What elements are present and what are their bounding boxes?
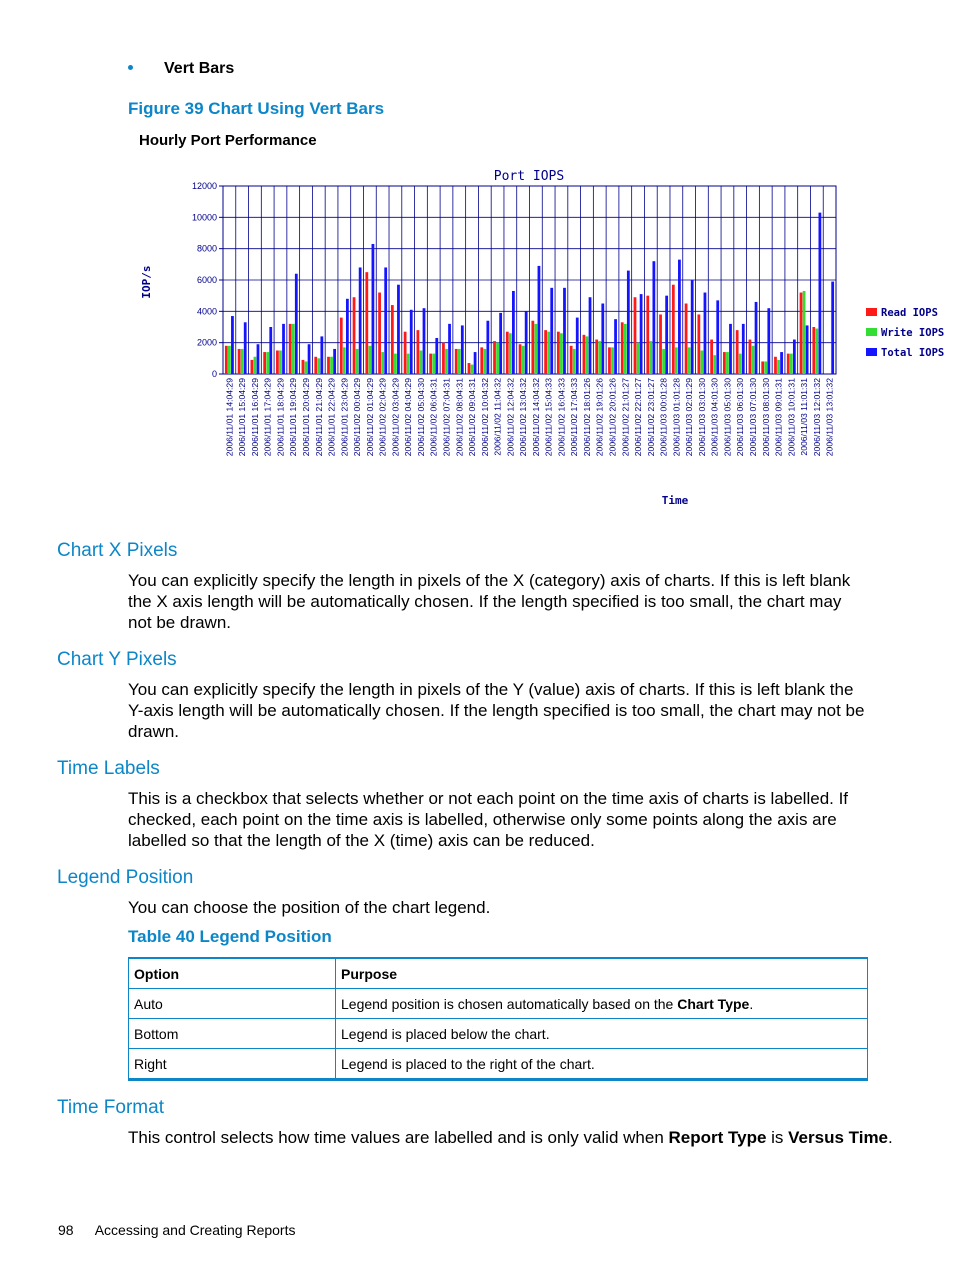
table-caption: Table 40 Legend Position	[128, 927, 332, 946]
write-iops-bar	[752, 346, 755, 374]
total-iops-bar	[499, 313, 502, 374]
x-tick-label: 2006/11/02 17:04:33	[569, 378, 580, 457]
x-tick-label: 2006/11/01 21:04:29	[313, 378, 324, 457]
total-iops-bar	[691, 280, 694, 374]
total-iops-bar	[295, 274, 298, 374]
x-tick-label: 2006/11/02 06:04:31	[428, 378, 439, 457]
write-iops-bar	[815, 329, 818, 374]
total-iops-bar	[486, 321, 489, 374]
total-iops-bar	[461, 325, 464, 374]
chart-figure	[130, 128, 950, 510]
x-tick-label: 2006/11/03 03:01:30	[696, 378, 707, 457]
legend-entry: Read IOPS	[881, 307, 938, 319]
read-iops-bar	[365, 272, 368, 374]
write-iops-bar	[381, 352, 384, 374]
bullet-label: Vert Bars	[164, 60, 235, 77]
read-iops-bar	[659, 314, 662, 374]
total-iops-bar	[269, 327, 272, 374]
total-iops-bar	[435, 338, 438, 374]
x-tick-label: 2006/11/03 10:01:31	[786, 378, 797, 457]
total-iops-bar	[550, 288, 553, 374]
bar-chart	[130, 128, 950, 510]
read-iops-bar	[697, 314, 700, 374]
write-iops-bar	[292, 324, 295, 374]
x-tick-label: 2006/11/01 14:04:29	[224, 378, 235, 457]
legend-entry: Total IOPS	[881, 347, 945, 359]
write-iops-bar	[522, 346, 525, 374]
total-iops-bar	[333, 349, 336, 374]
total-iops-bar	[448, 324, 451, 374]
total-iops-bar	[282, 324, 285, 374]
write-iops-bar	[713, 355, 716, 374]
chart-title: Port IOPS	[493, 169, 565, 184]
write-iops-bar	[598, 341, 601, 374]
purpose-suffix: .	[749, 995, 754, 1012]
read-iops-bar	[250, 360, 253, 374]
x-tick-label: 2006/11/03 08:01:30	[760, 378, 771, 457]
report-type-term: Report Type	[668, 1128, 767, 1147]
total-iops-bar	[244, 322, 247, 374]
total-iops-bar	[423, 308, 426, 374]
legend-swatch	[866, 328, 877, 336]
read-iops-bar	[557, 332, 560, 374]
read-iops-bar	[468, 363, 471, 374]
x-tick-label: 2006/11/02 07:04:31	[441, 378, 452, 457]
section-body-time-format	[128, 1127, 893, 1148]
x-tick-label: 2006/11/02 12:04:32	[505, 378, 516, 457]
x-axis-label: Time	[661, 494, 689, 507]
read-iops-bar	[455, 349, 458, 374]
read-iops-bar	[340, 318, 343, 374]
write-iops-bar	[675, 347, 678, 374]
total-iops-bar	[627, 271, 630, 374]
bullet-dot	[128, 65, 133, 70]
section-body-chart-y-pixels: You can explicitly specify the length in pixels of the Y (value) axis of charts. If this is left blank the Y-axis length will be automatically chosen. If the length specified is too small, the chart may not be drawn.	[128, 680, 865, 741]
write-iops-bar	[241, 349, 244, 374]
read-iops-bar	[608, 347, 611, 374]
write-iops-bar	[649, 341, 652, 374]
total-iops-bar	[525, 311, 528, 374]
section-title-time-format: Time Format	[57, 1097, 164, 1118]
table-row	[129, 1019, 868, 1049]
read-iops-bar	[531, 321, 534, 374]
read-iops-bar	[761, 361, 764, 374]
read-iops-bar	[314, 357, 317, 374]
read-iops-bar	[685, 304, 688, 375]
write-iops-bar	[560, 333, 563, 374]
total-iops-bar	[601, 304, 604, 375]
total-iops-bar	[780, 352, 783, 374]
y-axis-label: IOP/s	[140, 265, 153, 299]
read-iops-bar	[289, 324, 292, 374]
x-tick-label: 2006/11/02 05:04:30	[415, 378, 426, 457]
total-iops-bar	[231, 316, 234, 374]
table-cell-option: Auto	[129, 989, 336, 1019]
write-iops-bar	[637, 343, 640, 374]
total-iops-bar	[397, 285, 400, 374]
write-iops-bar	[343, 347, 346, 374]
read-iops-bar	[480, 347, 483, 374]
y-tick-label: 0	[211, 369, 217, 379]
y-tick-label: 2000	[196, 337, 217, 348]
total-iops-bar	[793, 340, 796, 374]
read-iops-bar	[378, 293, 381, 374]
read-iops-bar	[238, 349, 241, 374]
total-iops-bar	[819, 213, 822, 374]
write-iops-bar	[547, 332, 550, 374]
x-tick-label: 2006/11/02 04:04:29	[403, 378, 414, 457]
x-tick-label: 2006/11/01 15:04:29	[237, 378, 248, 457]
x-tick-label: 2006/11/02 14:04:32	[530, 378, 541, 457]
total-iops-bar	[410, 310, 413, 374]
x-tick-label: 2006/11/01 23:04:29	[339, 378, 350, 457]
total-iops-bar	[320, 336, 323, 374]
write-iops-bar	[726, 352, 729, 374]
legend-swatch	[866, 348, 877, 356]
total-iops-bar	[563, 288, 566, 374]
page-number: 98	[58, 1222, 74, 1238]
x-tick-label: 2006/11/03 11:01:31	[799, 378, 810, 456]
read-iops-bar	[570, 346, 573, 374]
y-tick-label: 10000	[191, 212, 217, 223]
write-iops-bar	[305, 361, 308, 374]
y-tick-label: 8000	[196, 243, 217, 254]
total-iops-bar	[716, 300, 719, 374]
read-iops-bar	[493, 341, 496, 374]
read-iops-bar	[225, 346, 228, 374]
total-iops-bar	[538, 266, 541, 374]
read-iops-bar	[544, 330, 547, 374]
table-cell-purpose: Legend is placed below the chart.	[336, 1019, 868, 1049]
total-iops-bar	[589, 297, 592, 374]
write-iops-bar	[254, 357, 257, 374]
read-iops-bar	[506, 332, 509, 374]
total-iops-bar	[614, 319, 617, 374]
read-iops-bar	[800, 293, 803, 374]
y-tick-labels	[192, 181, 217, 379]
read-iops-bar	[646, 296, 649, 374]
x-tick-label: 2006/11/02 23:01:27	[645, 378, 656, 457]
write-iops-bar	[764, 361, 767, 374]
legend-swatch	[866, 308, 877, 316]
total-iops-bar	[755, 302, 758, 374]
write-iops-bar	[688, 347, 691, 374]
x-tick-label: 2006/11/03 01:01:28	[671, 378, 682, 457]
chart-heading: Hourly Port Performance	[139, 132, 317, 149]
time-format-suffix: .	[888, 1128, 893, 1147]
y-tick-label: 12000	[191, 181, 217, 191]
x-tick-label: 2006/11/01 19:04:29	[288, 378, 299, 457]
write-iops-bar	[356, 349, 359, 374]
total-iops-bar	[767, 308, 770, 374]
table-cell-option: Bottom	[129, 1019, 336, 1049]
write-iops-bar	[317, 358, 320, 374]
x-tick-label: 2006/11/03 13:01:32	[824, 378, 835, 457]
write-iops-bar	[586, 336, 589, 374]
read-iops-bar	[723, 352, 726, 374]
write-iops-bar	[266, 352, 269, 374]
section-body-chart-x-pixels: You can explicitly specify the length in pixels of the X (category) axis of charts. If this is left blank the X axis length will be automatically chosen. If the length specified is too small, the chart may not be drawn.	[128, 571, 851, 632]
read-iops-bar	[302, 360, 305, 374]
read-iops-bar	[812, 327, 815, 374]
read-iops-bar	[404, 332, 407, 374]
total-iops-bar	[678, 260, 681, 374]
write-iops-bar	[228, 346, 231, 374]
section-body-time-labels: This is a checkbox that selects whether or not each point on the time axis of charts is labelled. If checked, each point on the time axis is labelled, otherwise only some points along the axis are labelled so that the length of the X (time) axis can be reduced.	[128, 789, 849, 850]
read-iops-bar	[519, 344, 522, 374]
read-iops-bar	[429, 354, 432, 374]
read-iops-bar	[710, 340, 713, 374]
table-header-purpose: Purpose	[336, 958, 868, 989]
purpose-text: Legend position is chosen automatically based on the	[341, 995, 678, 1012]
write-iops-bar	[777, 360, 780, 374]
table-row	[129, 1049, 868, 1080]
x-tick-label: 2006/11/02 01:04:29	[364, 378, 375, 457]
x-tick-label: 2006/11/01 17:04:29	[262, 378, 273, 457]
x-tick-label: 2006/11/02 09:04:31	[467, 378, 478, 457]
section-title-chart-x-pixels: Chart X Pixels	[57, 540, 178, 561]
total-iops-bar	[742, 324, 745, 374]
table-header-row	[129, 958, 868, 989]
read-iops-bar	[327, 357, 330, 374]
y-tick-label: 6000	[196, 275, 217, 285]
x-tick-label: 2006/11/01 16:04:29	[249, 378, 260, 457]
write-iops-bar	[330, 357, 333, 374]
figure-caption: Figure 39 Chart Using Vert Bars	[128, 99, 385, 118]
x-tick-label: 2006/11/02 20:01:26	[607, 378, 618, 457]
section-body-legend-position: You can choose the position of the chart legend.	[128, 898, 491, 917]
x-tick-label: 2006/11/02 10:04:32	[479, 378, 490, 457]
x-tick-label: 2006/11/02 11:04:32	[492, 378, 503, 456]
time-format-mid: is	[766, 1128, 789, 1147]
section-title-legend-position: Legend Position	[57, 867, 194, 888]
y-tick-label: 4000	[196, 306, 217, 317]
x-tick-label: 2006/11/02 16:04:33	[556, 378, 567, 457]
legend-entry: Write IOPS	[881, 327, 945, 339]
x-tick-label: 2006/11/03 06:01:30	[735, 378, 746, 457]
read-iops-bar	[417, 330, 420, 374]
legend	[866, 307, 944, 359]
write-iops-bar	[407, 354, 410, 374]
total-iops-bar	[359, 267, 362, 374]
table-cell-option: Right	[129, 1049, 336, 1080]
x-tick-label: 2006/11/01 20:04:29	[301, 378, 312, 457]
x-tick-label: 2006/11/03 09:01:31	[773, 378, 784, 457]
x-tick-label: 2006/11/03 07:01:30	[747, 378, 758, 457]
total-iops-bar	[384, 267, 387, 374]
read-iops-bar	[736, 330, 739, 374]
x-tick-label: 2006/11/03 12:01:32	[811, 378, 822, 457]
total-iops-bar	[512, 291, 515, 374]
write-iops-bar	[368, 346, 371, 374]
write-iops-bar	[458, 349, 461, 374]
read-iops-bar	[391, 305, 394, 374]
read-iops-bar	[595, 340, 598, 374]
total-iops-bar	[806, 325, 809, 374]
x-tick-label: 2006/11/02 08:04:31	[454, 378, 465, 457]
write-iops-bar	[662, 349, 665, 374]
total-iops-bar	[665, 296, 668, 374]
section-title-time-labels: Time Labels	[57, 758, 160, 779]
x-tick-label: 2006/11/03 05:01:30	[722, 378, 733, 457]
x-tick-label: 2006/11/03 04:01:30	[709, 378, 720, 457]
total-iops-bar	[640, 294, 643, 374]
write-iops-bar	[534, 324, 537, 374]
write-iops-bar	[790, 354, 793, 374]
read-iops-bar	[442, 343, 445, 374]
total-iops-bar	[729, 324, 732, 374]
x-tick-label: 2006/11/02 02:04:29	[377, 378, 388, 457]
read-iops-bar	[353, 297, 356, 374]
total-iops-bar	[831, 282, 834, 374]
total-iops-bar	[372, 244, 375, 374]
table-row	[129, 989, 868, 1019]
total-iops-bar	[576, 318, 579, 374]
section-title-chart-y-pixels: Chart Y Pixels	[57, 649, 177, 670]
x-tick-labels	[224, 378, 834, 456]
table-header-option: Option	[129, 958, 336, 989]
read-iops-bar	[672, 285, 675, 374]
write-iops-bar	[420, 351, 423, 375]
read-iops-bar	[276, 351, 279, 375]
write-iops-bar	[496, 343, 499, 374]
total-iops-bar	[474, 352, 477, 374]
write-iops-bar	[701, 351, 704, 375]
total-iops-bar	[257, 344, 260, 374]
write-iops-bar	[611, 347, 614, 374]
total-iops-bar	[346, 299, 349, 374]
read-iops-bar	[774, 357, 777, 374]
x-tick-label: 2006/11/01 22:04:29	[326, 378, 337, 457]
total-iops-bar	[652, 261, 655, 374]
table-cell-purpose	[336, 989, 868, 1019]
x-tick-label: 2006/11/02 15:04:33	[543, 378, 554, 457]
write-iops-bar	[432, 354, 435, 374]
read-iops-bar	[621, 322, 624, 374]
read-iops-bar	[263, 352, 266, 374]
x-tick-label: 2006/11/02 13:04:32	[518, 378, 529, 457]
write-iops-bar	[471, 365, 474, 374]
legend-position-table	[128, 957, 868, 1081]
x-tick-label: 2006/11/02 22:01:27	[633, 378, 644, 457]
write-iops-bar	[573, 349, 576, 374]
x-tick-label: 2006/11/03 02:01:29	[684, 378, 695, 457]
read-iops-bar	[583, 335, 586, 374]
write-iops-bar	[509, 333, 512, 374]
write-iops-bar	[803, 291, 806, 374]
purpose-bold-term: Chart Type	[677, 995, 750, 1012]
write-iops-bar	[445, 349, 448, 374]
write-iops-bar	[279, 351, 282, 375]
page-footer	[58, 1222, 295, 1238]
x-tick-label: 2006/11/02 21:01:27	[620, 378, 631, 457]
x-tick-label: 2006/11/01 18:04:29	[275, 378, 286, 457]
time-format-text: This control selects how time values are labelled and is only valid when	[128, 1128, 669, 1147]
x-tick-label: 2006/11/02 18:01:26	[581, 378, 592, 457]
write-iops-bar	[483, 349, 486, 374]
total-iops-bar	[308, 344, 311, 374]
write-iops-bar	[624, 324, 627, 374]
x-tick-label: 2006/11/02 03:04:29	[390, 378, 401, 457]
versus-time-term: Versus Time	[788, 1128, 889, 1147]
x-tick-label: 2006/11/03 00:01:28	[658, 378, 669, 457]
table-cell-purpose: Legend is placed to the right of the chart.	[336, 1049, 868, 1080]
read-iops-bar	[749, 340, 752, 374]
x-tick-label: 2006/11/02 00:04:29	[352, 378, 363, 457]
read-iops-bar	[787, 354, 790, 374]
footer-title: Accessing and Creating Reports	[94, 1222, 296, 1238]
x-tick-label: 2006/11/02 19:01:26	[594, 378, 605, 457]
write-iops-bar	[739, 354, 742, 374]
total-iops-bar	[704, 293, 707, 374]
read-iops-bar	[634, 297, 637, 374]
write-iops-bar	[394, 354, 397, 374]
